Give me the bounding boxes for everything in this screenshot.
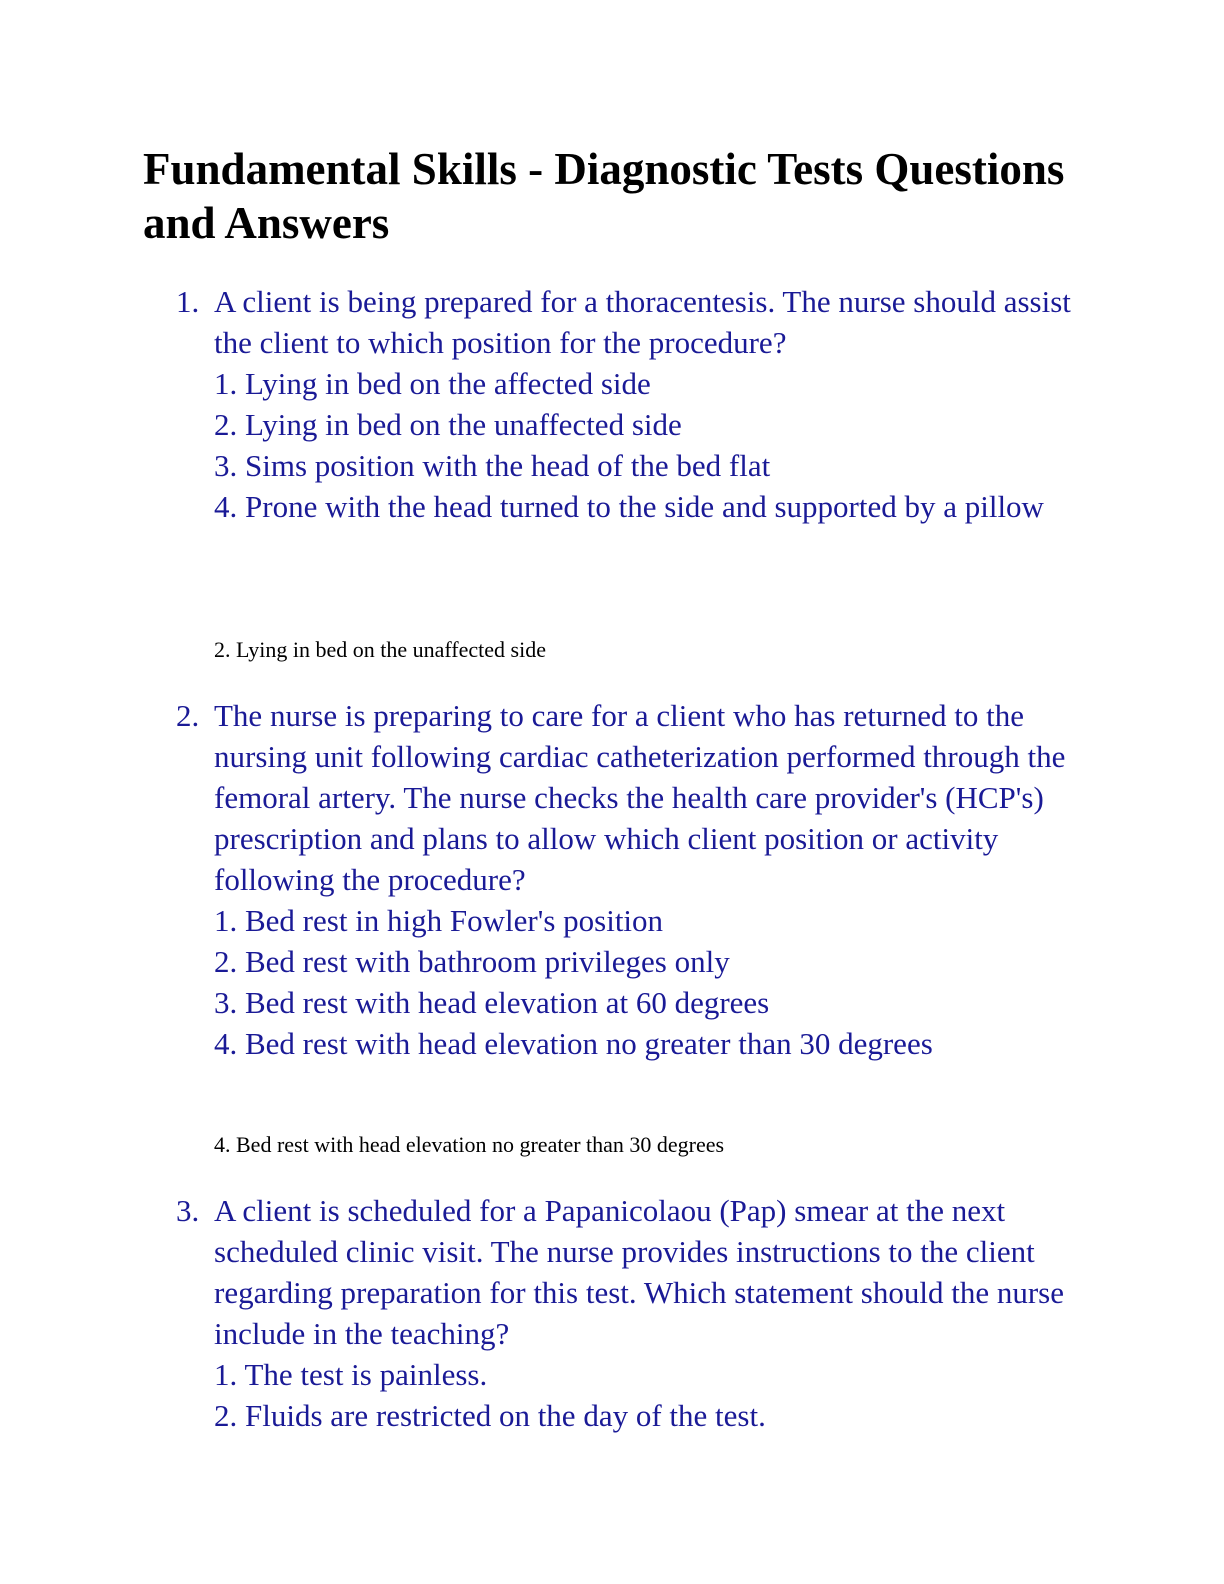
answer-option: 2. Fluids are restricted on the day of the test. (214, 1398, 766, 1433)
question-body (214, 695, 1081, 1064)
question-text: A client is scheduled for a Papanicolaou (Pap) smear at the next scheduled clinic visit. The nurse provides instructions to the client regarding preparation for this test. Which statement should the nurse include in the teaching? (214, 1193, 1064, 1351)
question-1 (176, 281, 1081, 527)
question-text: A client is being prepared for a thoracentesis. The nurse should assist the client to which position for the procedure? (214, 284, 1071, 360)
answer-option: 1. The test is painless. (214, 1357, 488, 1392)
question-number: 3. (176, 1193, 200, 1228)
question-number: 2. (176, 698, 200, 733)
question-body (214, 281, 1081, 527)
correct-answer: 4. Bed rest with head elevation no greater than 30 degrees (214, 1132, 725, 1157)
question-body (214, 1190, 1081, 1436)
question-text: The nurse is preparing to care for a client who has returned to the nursing unit following cardiac catheterization performed through the femoral artery. The nurse checks the health care provider's (HCP's) prescription and plans to allow which client position or activity following the procedure? (214, 698, 1066, 897)
answer-option: 4. Bed rest with head elevation no greater than 30 degrees (214, 1026, 933, 1061)
question-2 (176, 695, 1081, 1064)
answer-option: 3. Sims position with the head of the bed flat (214, 448, 771, 483)
answer-option: 1. Lying in bed on the affected side (214, 366, 651, 401)
question-3 (176, 1190, 1081, 1436)
answer-option: 4. Prone with the head turned to the side and supported by a pillow (214, 489, 1044, 524)
answer-option: 2. Lying in bed on the unaffected side (214, 407, 682, 442)
answer-option: 3. Bed rest with head elevation at 60 degrees (214, 985, 770, 1020)
question-number: 1. (176, 284, 200, 319)
answer-option: 2. Bed rest with bathroom privileges only (214, 944, 730, 979)
page-title: Fundamental Skills - Diagnostic Tests Questions and Answers (143, 144, 1065, 248)
answer-option: 1. Bed rest in high Fowler's position (214, 903, 664, 938)
correct-answer: 2. Lying in bed on the unaffected side (214, 637, 546, 662)
